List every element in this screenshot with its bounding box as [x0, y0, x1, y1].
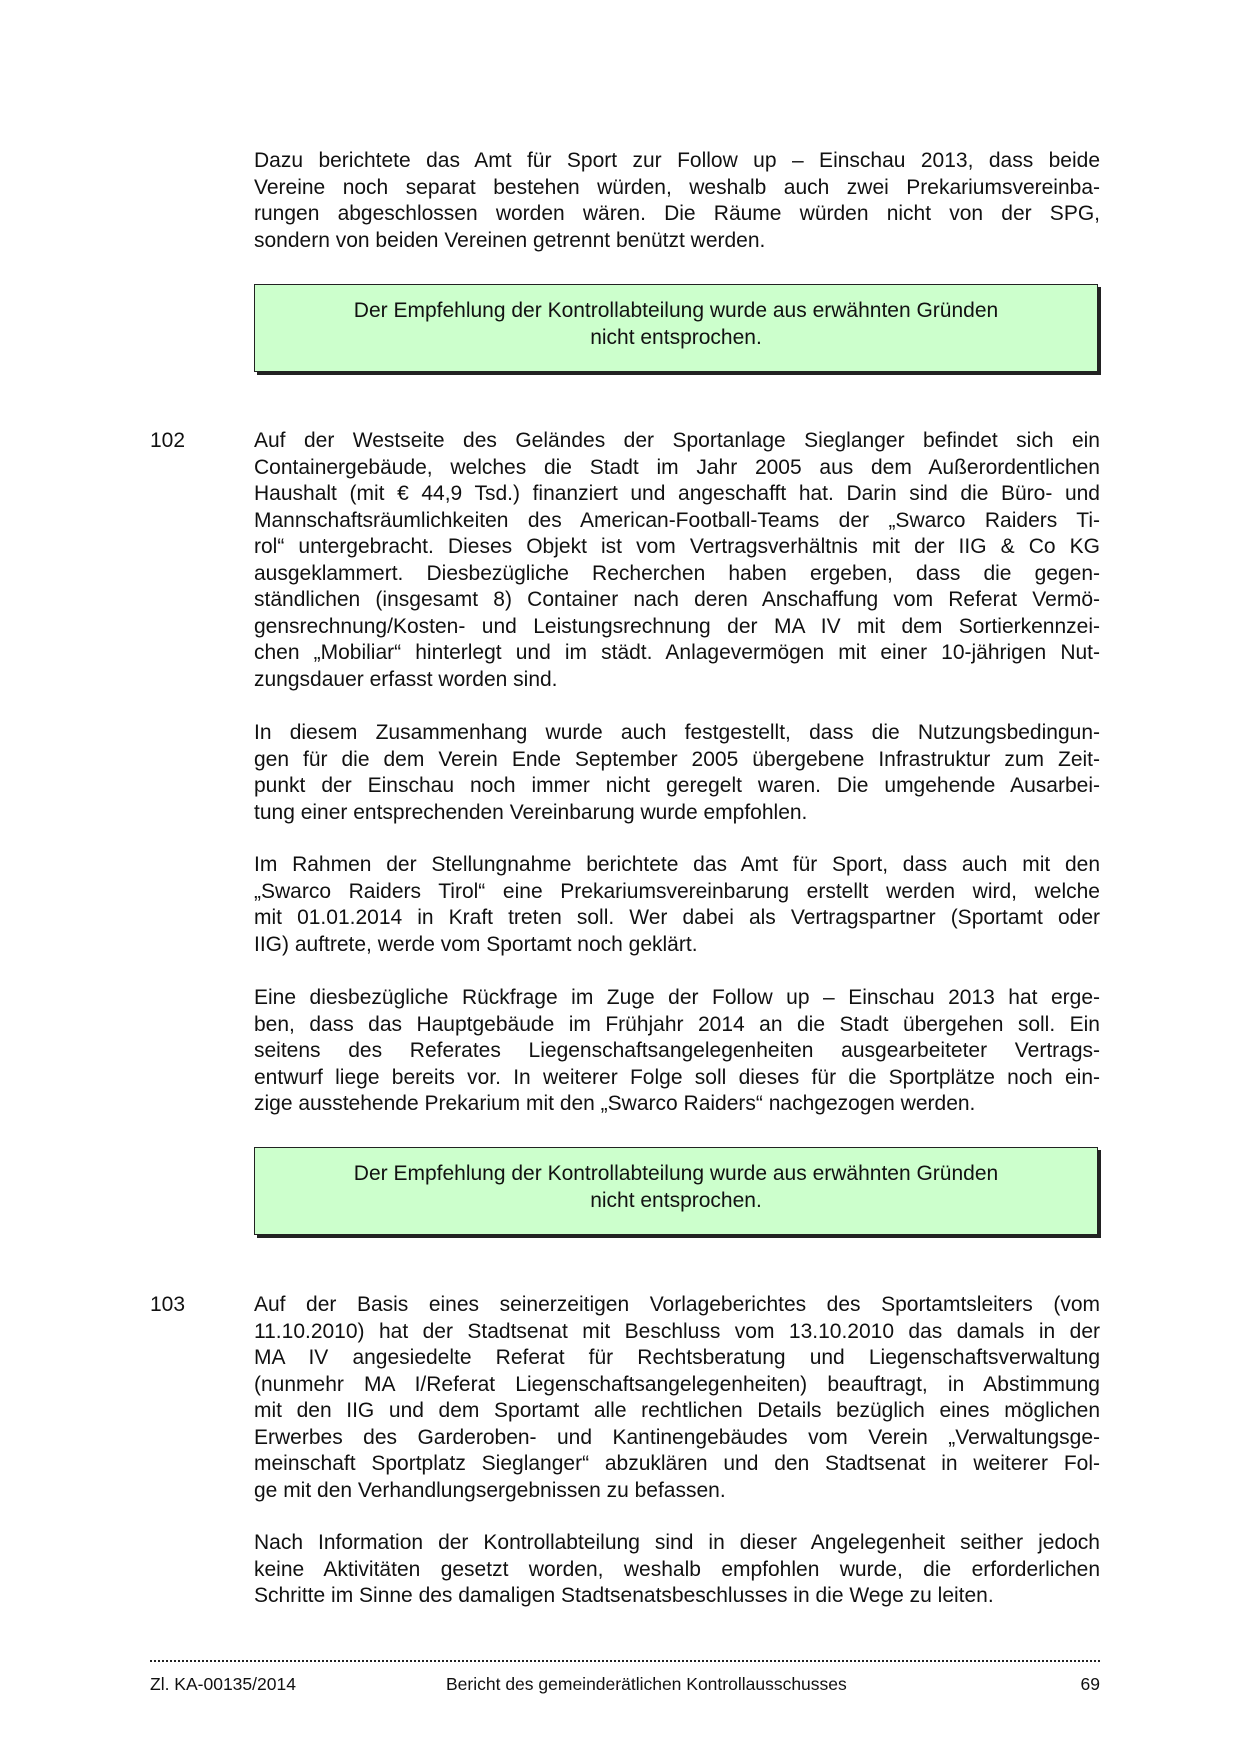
box-text-line: Der Empfehlung der Kontrollabteilung wurde aus erwähnten Gründen — [353, 1162, 999, 1185]
text-line: entwurf liege bereits vor. In weiterer Folge soll dieses für die Sportplätze noch ein- — [254, 1065, 1100, 1089]
text-line: Vereine noch separat bestehen würden, weshalb auch zwei Prekariumsvereinba- — [254, 175, 1100, 199]
text-line: ständlichen (insgesamt 8) Container nach deren Anschaffung vom Referat Vermö- — [254, 588, 1100, 611]
text-line: Mannschaftsräumlichkeiten des American-Football-Teams der „Swarco Raiders Ti- — [254, 508, 1100, 532]
box-text-line: Der Empfehlung der Kontrollabteilung wurde aus erwähnten Gründen — [353, 299, 999, 322]
text-line: Dazu berichtete das Amt für Sport zur Follow up – Einschau 2013, dass beide — [254, 149, 1100, 172]
text-line: zige ausstehende Prekarium mit den „Swarco Raiders“ nachgezogen werden. — [254, 1092, 976, 1115]
text-line: meinschaft Sportplatz Sieglanger“ abzuklären und den Stadtsenat in weiterer Fol- — [254, 1452, 1100, 1475]
text-line: Schritte im Sinne des damaligen Stadtsenatsbeschlusses in die Wege zu leiten. — [254, 1584, 994, 1607]
text-line: Auf der Westseite des Geländes der Sportanlage Sieglanger befindet sich ein — [254, 429, 1100, 452]
text-line: Auf der Basis eines seinerzeitigen Vorlageberichtes des Sportamtsleiters (vom — [254, 1293, 1100, 1316]
text-line: rungen abgeschlossen worden wären. Die Räume würden nicht von der SPG, — [254, 202, 1100, 225]
paragraph — [254, 428, 1100, 693]
text-line: sondern von beiden Vereinen getrennt benützt werden. — [254, 228, 766, 252]
paragraph — [254, 1292, 1100, 1504]
text-line: gen für die dem Verein Ende September 2005 übergebene Infrastruktur zum Zeit- — [254, 747, 1100, 771]
footer-title: Bericht des gemeinderätlichen Kontrollausschusses — [446, 1674, 847, 1694]
recommendation-box — [254, 284, 1098, 372]
text-line: keine Aktivitäten gesetzt worden, weshalb empfohlen wurde, die erforderlichen — [254, 1557, 1100, 1581]
text-line: Nach Information der Kontrollabteilung sind in dieser Angelegenheit seither jedoch — [254, 1531, 1100, 1554]
text-line: seitens des Referates Liegenschaftsangelegenheiten ausgearbeiteter Vertrags- — [254, 1039, 1100, 1062]
section-number: 103 — [150, 1293, 186, 1316]
text-line: Containergebäude, welches die Stadt im Jahr 2005 aus dem Außerordentlichen — [254, 455, 1100, 479]
text-line: Eine diesbezügliche Rückfrage im Zuge der Follow up – Einschau 2013 hat erge- — [254, 986, 1100, 1009]
text-line: 11.10.2010) hat der Stadtsenat mit Beschluss vom 13.10.2010 das damals in der — [254, 1319, 1100, 1343]
recommendation-box — [254, 1147, 1098, 1235]
text-line: Erwerbes des Garderoben- und Kantinengebäudes vom Verein „Verwaltungsge- — [254, 1425, 1100, 1449]
text-line: (nunmehr MA I/Referat Liegenschaftsangelegenheiten) beauftragt, in Abstimmung — [254, 1372, 1100, 1396]
text-line: Im Rahmen der Stellungnahme berichtete das Amt für Sport, dass auch mit den — [254, 853, 1100, 876]
text-line: punkt der Einschau noch immer nicht geregelt waren. Die umgehende Ausarbei- — [254, 774, 1100, 797]
section-number: 102 — [150, 429, 186, 452]
text-line: rol“ untergebracht. Dieses Objekt ist vom Vertragsverhältnis mit der IIG & Co KG — [254, 535, 1100, 558]
paragraph — [254, 148, 1100, 254]
text-line: ben, dass das Hauptgebäude im Frühjahr 2014 an die Stadt übergehen soll. Ein — [254, 1012, 1100, 1036]
footer-divider — [150, 1660, 1100, 1662]
footer-reference: Zl. KA-00135/2014 — [150, 1674, 296, 1694]
text-line: ausgeklammert. Diesbezügliche Recherchen haben ergeben, dass die gegen- — [254, 561, 1100, 585]
text-line: Haushalt (mit € 44,9 Tsd.) finanziert und angeschafft hat. Darin sind die Büro- und — [254, 482, 1100, 505]
text-line: mit den IIG und dem Sportamt alle rechtlichen Details bezüglich eines möglichen — [254, 1399, 1100, 1422]
text-line: gensrechnung/Kosten- und Leistungsrechnung der MA IV mit dem Sortierkennzei- — [254, 614, 1100, 638]
text-line: In diesem Zusammenhang wurde auch festgestellt, dass die Nutzungsbedingun- — [254, 721, 1100, 744]
text-line: IIG) auftrete, werde vom Sportamt noch geklärt. — [254, 932, 698, 956]
paragraph — [254, 852, 1100, 958]
paragraph — [254, 985, 1100, 1118]
text-line: „Swarco Raiders Tirol“ eine Prekariumsvereinbarung erstellt werden wird, welche — [254, 879, 1100, 903]
text-line: mit 01.01.2014 in Kraft treten soll. Wer dabei als Vertragspartner (Sportamt oder — [254, 906, 1100, 929]
paragraph — [254, 1530, 1100, 1610]
box-text-line: nicht entsprochen. — [590, 326, 762, 349]
text-line: ge mit den Verhandlungsergebnissen zu befassen. — [254, 1478, 726, 1502]
text-line: chen „Mobiliar“ hinterlegt und im städt. Anlagevermögen mit einer 10-jährigen Nut- — [254, 641, 1100, 664]
box-text-line: nicht entsprochen. — [590, 1189, 762, 1212]
text-line: zungsdauer erfasst worden sind. — [254, 667, 558, 691]
text-line: tung einer entsprechenden Vereinbarung wurde empfohlen. — [254, 800, 808, 824]
text-line: MA IV angesiedelte Referat für Rechtsberatung und Liegenschaftsverwaltung — [254, 1346, 1100, 1369]
page-number: 69 — [1080, 1674, 1100, 1694]
paragraph — [254, 720, 1100, 826]
